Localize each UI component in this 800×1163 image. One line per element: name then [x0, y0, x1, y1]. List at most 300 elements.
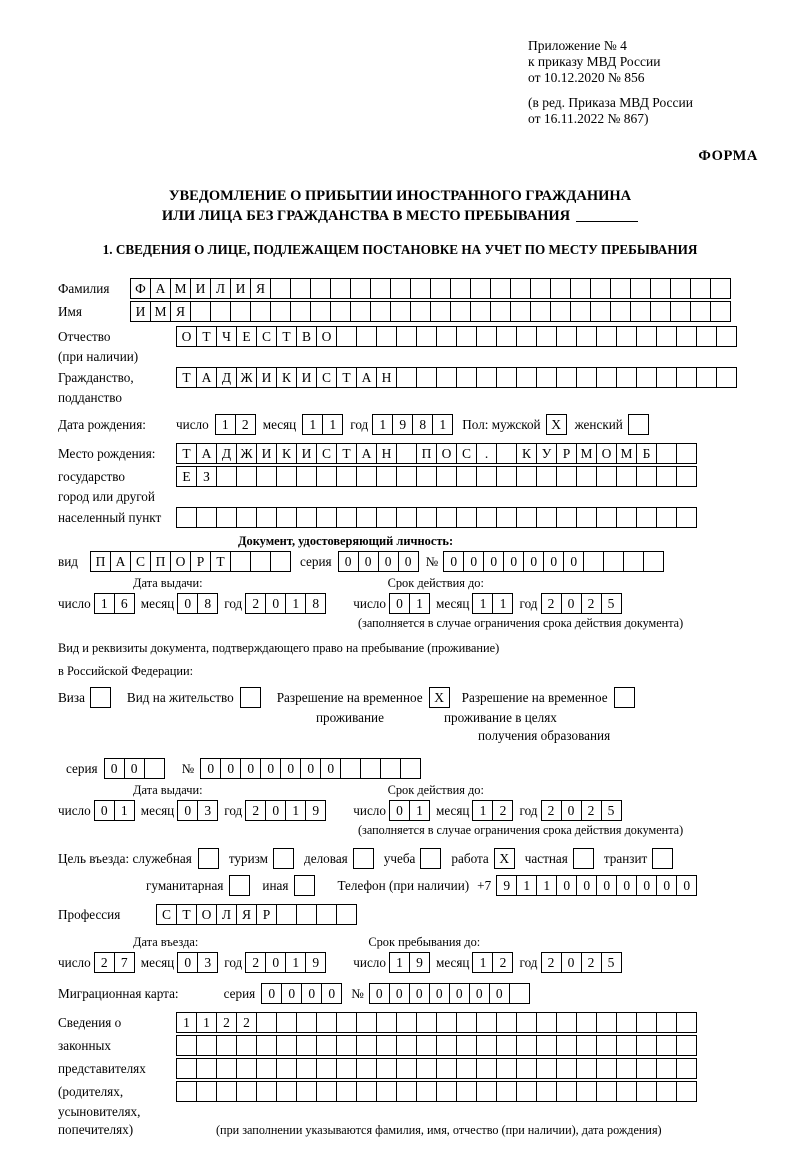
form-cell[interactable]: Я	[236, 904, 257, 925]
form-cell[interactable]	[536, 1012, 557, 1033]
form-cell[interactable]: 0	[389, 593, 410, 614]
form-cell[interactable]	[636, 367, 657, 388]
edu-residence-checkbox[interactable]	[614, 687, 635, 708]
form-cell[interactable]	[196, 507, 217, 528]
form-cell[interactable]	[656, 1058, 677, 1079]
form-cell[interactable]	[396, 466, 417, 487]
form-cell[interactable]	[416, 466, 437, 487]
form-cell[interactable]	[316, 1012, 337, 1033]
purpose-business-checkbox[interactable]	[353, 848, 374, 869]
form-cell[interactable]	[650, 278, 671, 299]
form-cell[interactable]	[496, 443, 517, 464]
form-cell[interactable]: И	[296, 443, 317, 464]
form-cell[interactable]: И	[190, 278, 211, 299]
form-cell[interactable]	[336, 1058, 357, 1079]
form-cell[interactable]: 0	[463, 551, 484, 572]
form-cell[interactable]: 9	[305, 800, 326, 821]
form-cell[interactable]: И	[130, 301, 151, 322]
form-cell[interactable]	[256, 466, 277, 487]
form-cell[interactable]: С	[316, 367, 337, 388]
form-cell[interactable]	[496, 326, 517, 347]
form-cell[interactable]	[380, 758, 401, 779]
form-cell[interactable]: Д	[216, 443, 237, 464]
form-cell[interactable]: 1	[322, 414, 343, 435]
form-cell[interactable]	[470, 301, 491, 322]
form-cell[interactable]	[336, 466, 357, 487]
form-cell[interactable]	[296, 1012, 317, 1033]
form-cell[interactable]	[616, 326, 637, 347]
form-cell[interactable]: К	[516, 443, 537, 464]
form-cell[interactable]: 0	[576, 875, 597, 896]
sex-male-checkbox[interactable]: Х	[546, 414, 567, 435]
form-cell[interactable]	[396, 507, 417, 528]
form-cell[interactable]	[476, 1012, 497, 1033]
form-cell[interactable]	[310, 278, 331, 299]
form-cell[interactable]	[376, 466, 397, 487]
form-cell[interactable]	[316, 904, 337, 925]
form-cell[interactable]: П	[150, 551, 171, 572]
form-cell[interactable]	[516, 466, 537, 487]
form-cell[interactable]	[576, 1058, 597, 1079]
form-cell[interactable]	[643, 551, 664, 572]
form-cell[interactable]: 1	[516, 875, 537, 896]
birthplace-line-2-input[interactable]	[176, 466, 696, 487]
form-cell[interactable]: 1	[409, 800, 430, 821]
form-cell[interactable]: 3	[197, 800, 218, 821]
form-cell[interactable]	[576, 466, 597, 487]
form-cell[interactable]: С	[316, 443, 337, 464]
form-cell[interactable]	[616, 1035, 637, 1056]
form-cell[interactable]	[430, 278, 451, 299]
form-cell[interactable]	[496, 367, 517, 388]
form-cell[interactable]: 1	[372, 414, 393, 435]
form-cell[interactable]	[670, 278, 691, 299]
form-cell[interactable]: У	[536, 443, 557, 464]
form-cell[interactable]: 0	[177, 800, 198, 821]
form-cell[interactable]: М	[170, 278, 191, 299]
form-cell[interactable]: 0	[676, 875, 697, 896]
form-cell[interactable]	[396, 1081, 417, 1102]
form-cell[interactable]	[236, 1035, 257, 1056]
form-cell[interactable]	[536, 326, 557, 347]
form-cell[interactable]: К	[276, 443, 297, 464]
form-cell[interactable]: 0	[449, 983, 470, 1004]
idoc-issue-year-input[interactable]	[245, 593, 325, 614]
form-cell[interactable]	[583, 551, 604, 572]
form-cell[interactable]: 0	[378, 551, 399, 572]
form-cell[interactable]	[450, 301, 471, 322]
permit-valid-year-input[interactable]	[541, 800, 621, 821]
form-cell[interactable]: 1	[472, 952, 493, 973]
form-cell[interactable]	[556, 466, 577, 487]
form-cell[interactable]	[396, 1035, 417, 1056]
form-cell[interactable]	[336, 1081, 357, 1102]
idoc-series-input[interactable]	[338, 551, 418, 572]
purpose-private-checkbox[interactable]	[573, 848, 594, 869]
form-cell[interactable]: М	[616, 443, 637, 464]
birth-year-input[interactable]	[372, 414, 452, 435]
form-cell[interactable]	[416, 1058, 437, 1079]
form-cell[interactable]	[590, 278, 611, 299]
form-cell[interactable]	[216, 1081, 237, 1102]
form-cell[interactable]	[376, 1081, 397, 1102]
form-cell[interactable]	[676, 1081, 697, 1102]
form-cell[interactable]	[676, 507, 697, 528]
form-cell[interactable]	[656, 1081, 677, 1102]
form-cell[interactable]	[196, 1081, 217, 1102]
form-cell[interactable]: 0	[240, 758, 261, 779]
form-cell[interactable]: 0	[200, 758, 221, 779]
form-cell[interactable]: С	[156, 904, 177, 925]
form-cell[interactable]	[256, 1035, 277, 1056]
form-cell[interactable]: 0	[265, 952, 286, 973]
form-cell[interactable]: Т	[276, 326, 297, 347]
temp-residence-checkbox[interactable]: Х	[429, 687, 450, 708]
form-cell[interactable]	[376, 507, 397, 528]
form-cell[interactable]	[416, 507, 437, 528]
stay-month-input[interactable]	[472, 952, 512, 973]
form-cell[interactable]	[536, 1081, 557, 1102]
form-cell[interactable]: О	[436, 443, 457, 464]
name-input[interactable]	[130, 301, 730, 322]
form-cell[interactable]: 0	[220, 758, 241, 779]
form-cell[interactable]	[670, 301, 691, 322]
form-cell[interactable]	[336, 326, 357, 347]
form-cell[interactable]: Р	[556, 443, 577, 464]
form-cell[interactable]	[436, 1012, 457, 1033]
form-cell[interactable]	[296, 904, 317, 925]
form-cell[interactable]	[616, 507, 637, 528]
form-cell[interactable]: 0	[489, 983, 510, 1004]
form-cell[interactable]	[376, 1035, 397, 1056]
form-cell[interactable]	[350, 278, 371, 299]
form-cell[interactable]: 0	[409, 983, 430, 1004]
form-cell[interactable]: О	[170, 551, 191, 572]
idoc-valid-year-input[interactable]	[541, 593, 621, 614]
form-cell[interactable]: 0	[563, 551, 584, 572]
form-cell[interactable]	[190, 301, 211, 322]
purpose-humanitarian-checkbox[interactable]	[229, 875, 250, 896]
form-cell[interactable]	[630, 301, 651, 322]
form-cell[interactable]: 0	[280, 758, 301, 779]
form-cell[interactable]	[676, 367, 697, 388]
form-cell[interactable]: О	[176, 326, 197, 347]
form-cell[interactable]: 1	[472, 800, 493, 821]
idoc-issue-day-input[interactable]	[94, 593, 134, 614]
form-cell[interactable]: 2	[216, 1012, 237, 1033]
form-cell[interactable]: Р	[256, 904, 277, 925]
form-cell[interactable]	[356, 1058, 377, 1079]
form-cell[interactable]	[656, 367, 677, 388]
form-cell[interactable]	[550, 278, 571, 299]
form-cell[interactable]	[456, 1035, 477, 1056]
form-cell[interactable]	[576, 1035, 597, 1056]
form-cell[interactable]: 5	[601, 593, 622, 614]
form-cell[interactable]	[276, 466, 297, 487]
form-cell[interactable]	[616, 1081, 637, 1102]
form-cell[interactable]	[316, 1081, 337, 1102]
form-cell[interactable]: Т	[176, 443, 197, 464]
form-cell[interactable]: Д	[216, 367, 237, 388]
form-cell[interactable]: 0	[561, 593, 582, 614]
form-cell[interactable]: 2	[235, 414, 256, 435]
form-cell[interactable]	[296, 1035, 317, 1056]
form-cell[interactable]: 0	[260, 758, 281, 779]
form-cell[interactable]	[696, 326, 717, 347]
profession-input[interactable]	[156, 904, 356, 925]
form-cell[interactable]	[623, 551, 644, 572]
form-cell[interactable]	[616, 1058, 637, 1079]
form-cell[interactable]	[356, 326, 377, 347]
form-cell[interactable]: 0	[429, 983, 450, 1004]
form-cell[interactable]	[576, 1012, 597, 1033]
birth-day-input[interactable]	[215, 414, 255, 435]
form-cell[interactable]	[376, 326, 397, 347]
idoc-valid-month-input[interactable]	[472, 593, 512, 614]
form-cell[interactable]: 2	[236, 1012, 257, 1033]
form-cell[interactable]	[676, 1035, 697, 1056]
form-cell[interactable]: 8	[197, 593, 218, 614]
patronymic-input[interactable]	[176, 326, 736, 347]
form-cell[interactable]	[216, 507, 237, 528]
form-cell[interactable]: Н	[376, 367, 397, 388]
form-cell[interactable]	[216, 1058, 237, 1079]
form-cell[interactable]: 0	[265, 593, 286, 614]
migration-series-input[interactable]	[261, 983, 341, 1004]
form-cell[interactable]: Л	[210, 278, 231, 299]
form-cell[interactable]	[590, 301, 611, 322]
form-cell[interactable]	[516, 1012, 537, 1033]
form-cell[interactable]	[516, 367, 537, 388]
form-cell[interactable]	[690, 278, 711, 299]
form-cell[interactable]	[536, 466, 557, 487]
form-cell[interactable]	[516, 1081, 537, 1102]
form-cell[interactable]	[496, 1012, 517, 1033]
form-cell[interactable]	[530, 278, 551, 299]
form-cell[interactable]	[610, 301, 631, 322]
sex-female-checkbox[interactable]	[628, 414, 649, 435]
form-cell[interactable]: 0	[321, 983, 342, 1004]
form-cell[interactable]: 0	[265, 800, 286, 821]
form-cell[interactable]	[396, 1012, 417, 1033]
permit-issue-year-input[interactable]	[245, 800, 325, 821]
form-cell[interactable]: А	[150, 278, 171, 299]
form-cell[interactable]	[390, 278, 411, 299]
form-cell[interactable]: 0	[543, 551, 564, 572]
form-cell[interactable]: 1	[536, 875, 557, 896]
form-cell[interactable]	[396, 367, 417, 388]
form-cell[interactable]: 1	[94, 593, 115, 614]
form-cell[interactable]: 1	[472, 593, 493, 614]
permit-series-input[interactable]	[104, 758, 164, 779]
form-cell[interactable]: Т	[336, 367, 357, 388]
form-cell[interactable]: 9	[409, 952, 430, 973]
form-cell[interactable]	[276, 507, 297, 528]
form-cell[interactable]	[530, 301, 551, 322]
form-cell[interactable]	[636, 1012, 657, 1033]
form-cell[interactable]	[416, 1081, 437, 1102]
form-cell[interactable]	[536, 1058, 557, 1079]
idoc-valid-day-input[interactable]	[389, 593, 429, 614]
form-cell[interactable]: Ф	[130, 278, 151, 299]
form-cell[interactable]	[616, 367, 637, 388]
form-cell[interactable]: 0	[338, 551, 359, 572]
birthplace-line-3-input[interactable]	[176, 507, 696, 528]
form-cell[interactable]	[296, 1081, 317, 1102]
form-cell[interactable]: О	[596, 443, 617, 464]
purpose-transit-checkbox[interactable]	[652, 848, 673, 869]
form-cell[interactable]	[176, 1081, 197, 1102]
form-cell[interactable]: 0	[369, 983, 390, 1004]
form-cell[interactable]	[416, 326, 437, 347]
form-cell[interactable]: С	[130, 551, 151, 572]
form-cell[interactable]: 8	[305, 593, 326, 614]
form-cell[interactable]	[476, 1035, 497, 1056]
form-cell[interactable]: Т	[176, 367, 197, 388]
form-cell[interactable]	[236, 1058, 257, 1079]
form-cell[interactable]	[270, 301, 291, 322]
form-cell[interactable]: А	[356, 367, 377, 388]
legal-rep-line-4-input[interactable]	[176, 1081, 696, 1102]
form-cell[interactable]	[390, 301, 411, 322]
form-cell[interactable]	[596, 1058, 617, 1079]
form-cell[interactable]	[296, 466, 317, 487]
form-cell[interactable]	[356, 507, 377, 528]
form-cell[interactable]: 5	[601, 800, 622, 821]
form-cell[interactable]	[436, 326, 457, 347]
form-cell[interactable]: 1	[176, 1012, 197, 1033]
form-cell[interactable]	[456, 507, 477, 528]
form-cell[interactable]: 2	[492, 800, 513, 821]
form-cell[interactable]	[436, 466, 457, 487]
form-cell[interactable]	[636, 1035, 657, 1056]
permit-valid-day-input[interactable]	[389, 800, 429, 821]
form-cell[interactable]: О	[196, 904, 217, 925]
form-cell[interactable]: 0	[556, 875, 577, 896]
idoc-issue-month-input[interactable]	[177, 593, 217, 614]
form-cell[interactable]: С	[456, 443, 477, 464]
form-cell[interactable]: 8	[412, 414, 433, 435]
form-cell[interactable]	[596, 1081, 617, 1102]
form-cell[interactable]: 2	[245, 800, 266, 821]
form-cell[interactable]: 0	[301, 983, 322, 1004]
residence-checkbox[interactable]	[240, 687, 261, 708]
form-cell[interactable]	[603, 551, 624, 572]
form-cell[interactable]: 2	[581, 593, 602, 614]
form-cell[interactable]	[710, 278, 731, 299]
form-cell[interactable]: Т	[196, 326, 217, 347]
form-cell[interactable]: А	[110, 551, 131, 572]
form-cell[interactable]	[396, 326, 417, 347]
form-cell[interactable]	[710, 301, 731, 322]
form-cell[interactable]	[316, 507, 337, 528]
form-cell[interactable]	[516, 326, 537, 347]
form-cell[interactable]: 2	[492, 952, 513, 973]
form-cell[interactable]	[370, 278, 391, 299]
form-cell[interactable]	[450, 278, 471, 299]
form-cell[interactable]	[676, 326, 697, 347]
form-cell[interactable]: 0	[177, 952, 198, 973]
form-cell[interactable]: Е	[236, 326, 257, 347]
permit-issue-month-input[interactable]	[177, 800, 217, 821]
entry-day-input[interactable]	[94, 952, 134, 973]
form-cell[interactable]: 0	[561, 800, 582, 821]
form-cell[interactable]	[410, 301, 431, 322]
form-cell[interactable]: 1	[432, 414, 453, 435]
form-cell[interactable]	[330, 301, 351, 322]
form-cell[interactable]	[456, 1081, 477, 1102]
form-cell[interactable]: 0	[104, 758, 125, 779]
form-cell[interactable]	[456, 367, 477, 388]
form-cell[interactable]	[316, 1058, 337, 1079]
form-cell[interactable]	[230, 551, 251, 572]
form-cell[interactable]	[416, 367, 437, 388]
form-cell[interactable]: 1	[114, 800, 135, 821]
form-cell[interactable]: И	[296, 367, 317, 388]
form-cell[interactable]	[496, 466, 517, 487]
form-cell[interactable]: 0	[124, 758, 145, 779]
form-cell[interactable]	[290, 301, 311, 322]
form-cell[interactable]	[196, 1058, 217, 1079]
form-cell[interactable]	[556, 1035, 577, 1056]
form-cell[interactable]	[360, 758, 381, 779]
form-cell[interactable]	[556, 326, 577, 347]
form-cell[interactable]	[496, 1081, 517, 1102]
form-cell[interactable]	[256, 507, 277, 528]
form-cell[interactable]	[276, 1081, 297, 1102]
form-cell[interactable]: 0	[358, 551, 379, 572]
form-cell[interactable]: З	[196, 466, 217, 487]
form-cell[interactable]	[276, 1012, 297, 1033]
form-cell[interactable]	[476, 1058, 497, 1079]
form-cell[interactable]	[456, 1012, 477, 1033]
form-cell[interactable]	[216, 466, 237, 487]
form-cell[interactable]: 1	[302, 414, 323, 435]
form-cell[interactable]	[316, 1035, 337, 1056]
form-cell[interactable]	[410, 278, 431, 299]
form-cell[interactable]	[356, 1035, 377, 1056]
form-cell[interactable]	[236, 507, 257, 528]
form-cell[interactable]	[570, 278, 591, 299]
form-cell[interactable]: 2	[541, 593, 562, 614]
form-cell[interactable]	[476, 326, 497, 347]
form-cell[interactable]	[556, 507, 577, 528]
form-cell[interactable]	[250, 551, 271, 572]
form-cell[interactable]	[576, 326, 597, 347]
form-cell[interactable]	[436, 367, 457, 388]
form-cell[interactable]	[376, 1012, 397, 1033]
form-cell[interactable]: 9	[392, 414, 413, 435]
form-cell[interactable]	[470, 278, 491, 299]
form-cell[interactable]	[296, 1058, 317, 1079]
stay-day-input[interactable]	[389, 952, 429, 973]
form-cell[interactable]: 9	[496, 875, 517, 896]
form-cell[interactable]	[396, 1058, 417, 1079]
form-cell[interactable]: М	[150, 301, 171, 322]
birthplace-line-1-input[interactable]	[176, 443, 696, 464]
form-cell[interactable]: 0	[503, 551, 524, 572]
legal-rep-line-3-input[interactable]	[176, 1058, 696, 1079]
surname-input[interactable]	[130, 278, 730, 299]
form-cell[interactable]	[476, 367, 497, 388]
form-cell[interactable]	[270, 278, 291, 299]
form-cell[interactable]	[490, 301, 511, 322]
form-cell[interactable]: 0	[616, 875, 637, 896]
form-cell[interactable]	[716, 326, 737, 347]
purpose-work-checkbox[interactable]: Х	[494, 848, 515, 869]
form-cell[interactable]	[509, 983, 530, 1004]
form-cell[interactable]: 1	[492, 593, 513, 614]
